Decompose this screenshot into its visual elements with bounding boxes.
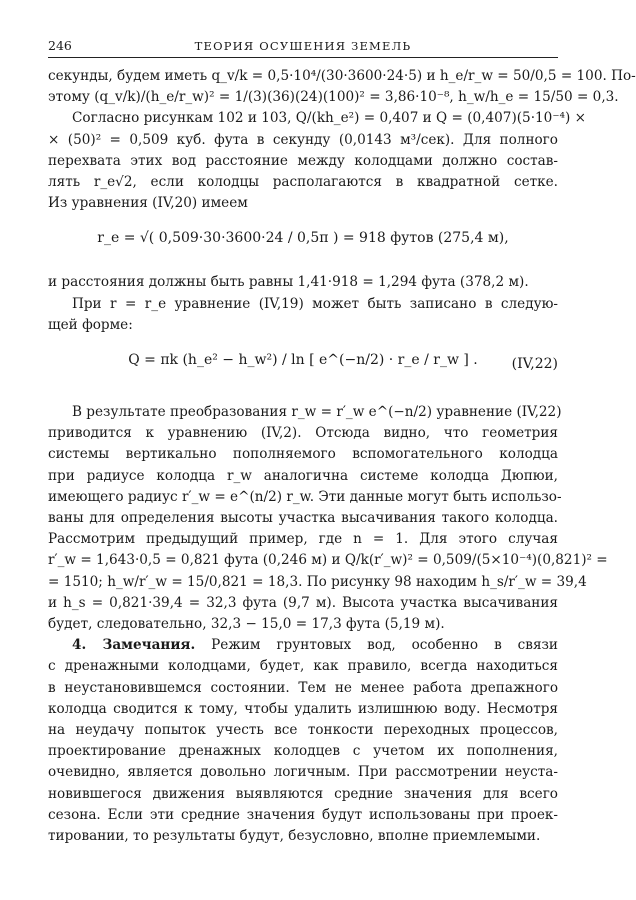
formula-re (48, 220, 558, 266)
text-line: этому (q_v/k)/(h_e/r_w)² = 1/(3)(36)(24)(100)² = 3,86·10⁻⁸, h_w/h_e = 15/50 = 0,3. (48, 89, 619, 106)
text-line: = 1510; h_w/r′_w = 15/0,821 = 18,3. По рисунку 98 находим h_s/r′_w = 39,4 (48, 573, 587, 590)
text-line: перехвата этих вод расстояние между колодцами должно состав- (48, 152, 558, 169)
text-line: приводится к уравнению (IV,2). Отсюда видно, что геометрия (48, 425, 558, 442)
formula-iv22 (48, 342, 558, 388)
text-line: новившегося движения выявляются средние значения для всего (48, 785, 558, 802)
paragraph-block-a (48, 66, 636, 214)
text-line: Из уравнения (IV,20) имеем (48, 195, 248, 212)
text-line: колодца сводится к тому, чтобы удалить излишнюю воду. Несмотря (48, 700, 558, 717)
text-line: ваны для определения высоты участка высачивания такого колодца. (48, 510, 558, 527)
equation-number: (IV,22) (511, 356, 558, 373)
text-line: щей форме: (48, 316, 133, 333)
book-page (48, 38, 636, 847)
text-line: системы вертикально пополняемого вспомогательного колодца (48, 446, 558, 463)
running-title: ТЕОРИЯ ОСУШЕНИЯ ЗЕМЕЛЬ (194, 39, 412, 53)
section-first-line (48, 635, 558, 656)
text-line: будет, следовательно, 32,3 − 15,0 = 17,3 фута (5,19 м). (48, 616, 445, 633)
text-line: с дренажными колодцами, будет, как правило, всегда находиться (48, 658, 558, 675)
text-line: секунды, будем иметь q_v/k = 0,5·10⁴/(30·3600·24·5) и h_e/r_w = 50/0,5 = 100. По- (48, 68, 636, 84)
text-line: в неустановившемся состоянии. Тем не менее работа дрепажного (48, 679, 558, 696)
text-line: сезона. Если эти средние значения будут использованы при проек- (48, 806, 558, 823)
text-line: Рассмотрим предыдущий пример, где n = 1. Для этого случая (48, 531, 558, 548)
text-line: тировании, то результаты будут, безусловно, вполне приемлемыми. (48, 828, 541, 845)
text-line: При r = r_e уравнение (IV,19) может быть записано в следую- (72, 295, 558, 312)
text-line: Согласно рисункам 102 и 103, Q/(kh_e²) = 0,407 и Q = (0,407)(5·10⁻⁴) × (72, 110, 586, 127)
text-line: лять r_e√2, если колодцы располагаются в квадратной сетке. (48, 174, 558, 191)
formula-text: Q = πk (h_e² − h_w²) / ln [ e^(−n/2) · r_e / r_w ] . (128, 352, 478, 369)
text-line: и расстояния должны быть равны 1,41·918 = 1,294 фута (378,2 м). (48, 274, 529, 291)
text-line: r′_w = 1,643·0,5 = 0,821 фута (0,246 м) и Q/k(r′_w)² = 0,509/(5×10⁻⁴)(0,821)² = (48, 552, 608, 569)
paragraph-block-b (48, 272, 558, 336)
text-line: очевидно, является довольно логичным. При рассмотрении неуста- (48, 764, 558, 781)
text-line: и h_s = 0,821·39,4 = 32,3 фута (9,7 м). Высота участка высачивания (48, 594, 558, 611)
text-line: В результате преобразования r_w = r′_w e^(−n/2) уравнение (IV,22) (72, 404, 562, 421)
section-heading: 4. Замечания. (72, 637, 196, 654)
text-line: × (50)² = 0,509 куб. фута в секунду (0,0143 м³/сек). Для полного (48, 131, 558, 148)
text-line: имеющего радиус r′_w = e^(n/2) r_w. Эти данные могут быть использо- (48, 488, 562, 505)
paragraph-block-c (48, 402, 608, 635)
formula-text: r_e = √( 0,509·30·3600·24 / 0,5π ) = 918 футов (275,4 м), (97, 230, 509, 247)
section-remarks (48, 635, 558, 847)
running-header (48, 38, 558, 58)
text-line: проектирование дренажных колодцев с учетом их пополнения, (48, 743, 558, 760)
page-number: 246 (48, 38, 72, 53)
text-line: на неудачу попыток учесть все тонкости переходных процессов, (48, 722, 558, 739)
text-line: при радиусе колодца r_w аналогична системе колодца Дюпюи, (48, 467, 558, 484)
section-first-line-text: Режим грунтовых вод, особенно в связи (211, 637, 558, 654)
